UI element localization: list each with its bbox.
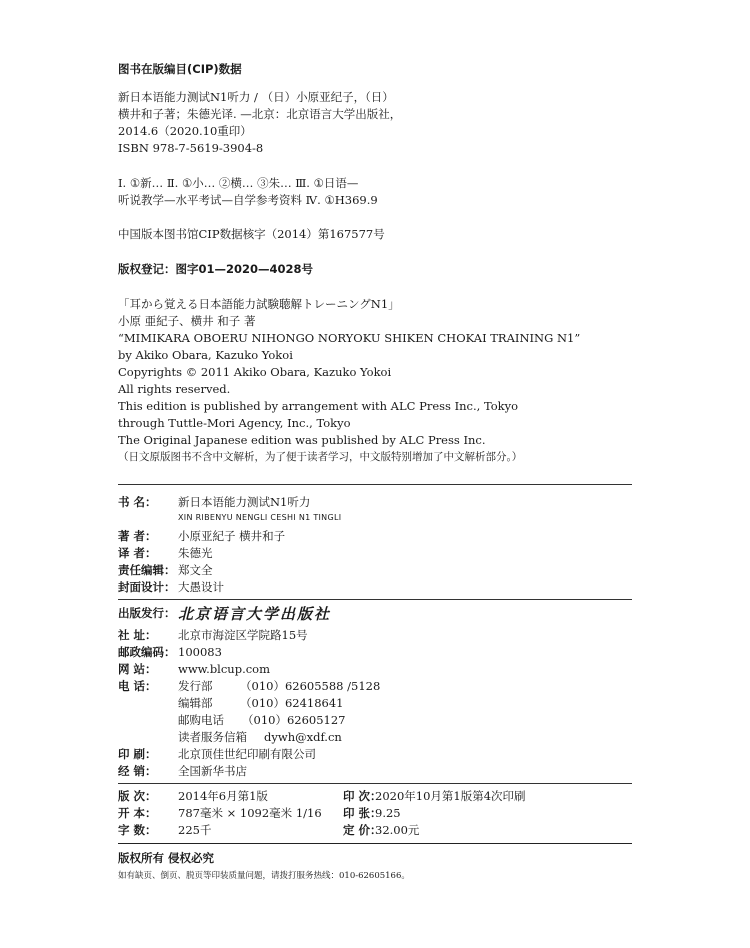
editor-label: 责任编辑： [118,563,176,577]
rights-reserved: 版权所有 侵权必究 [118,851,215,865]
author: 小原亚紀子 横井和子 [178,529,286,543]
author-label: 著 者： [118,529,157,543]
book-title: 新日本语能力测试N1听力 [178,495,311,509]
original-line: All rights reserved. [118,382,231,396]
price-label: 定 价： [343,823,382,837]
original-authors: 小原 亜紀子、横井 和子 著 [118,314,256,328]
phone-row [178,678,380,695]
sheets-label: 印 张： [343,806,382,820]
cover-design: 大愚设计 [178,580,224,594]
original-line: The Original Japanese edition was published by ALC Press Inc. [118,433,486,447]
publisher-logo: 北京语言大学出版社 [178,605,332,623]
phone-number: （010）62605127 [242,713,346,727]
phone-row [178,712,345,729]
phone-row [178,695,343,712]
impression: 2020年10月第1版第4次印刷 [375,789,526,803]
format: 787毫米 × 1092毫米 1/16 [178,806,322,820]
printer-label: 印 刷： [118,747,157,761]
address: 北京市海淀区学院路15号 [178,628,308,642]
phone-dept: 发行部 [178,679,213,693]
original-title: 「耳から覚える日本語能力試験聴解トレーニングN1」 [118,297,400,311]
website-label: 网 站： [118,662,157,676]
word-count-label: 字 数： [118,823,157,837]
phone-dept: 编辑部 [178,696,213,710]
original-note: （日文原版图书不含中文解析，为了便于读者学习，中文版特别增加了中文解析部分。） [118,451,523,463]
original-line: This edition is published by arrangement with ALC Press Inc., Tokyo [118,399,519,413]
editor: 郑文全 [178,563,213,577]
quality-notice: 如有缺页、倒页、脱页等印装质量问题，请拨打服务热线：010-62605166。 [118,871,410,881]
printer: 北京顶佳世纪印刷有限公司 [178,747,316,761]
distributor-label: 经 销： [118,764,157,778]
impression-label: 印 次： [343,789,382,803]
phone-dept: 读者服务信箱 [178,730,247,744]
copyright-registration: 版权登记：图字01—2020—4028号 [118,262,314,276]
divider [118,484,632,485]
original-line: “MIMIKARA OBOERU NIHONGO NORYOKU SHIKEN CHOKAI TRAINING N1” [118,331,581,345]
divider [118,599,632,600]
title-label: 书 名： [118,495,157,509]
divider [118,843,632,844]
cip-line: 横井和子著；朱德光译. —北京：北京语言大学出版社， [118,107,402,121]
cip-isbn: ISBN 978-7-5619-3904-8 [118,141,264,155]
phone-dept: 邮购电话 [178,713,224,727]
divider [118,783,632,784]
cip-line: 2014.6（2020.10重印） [118,124,252,138]
zip-label: 邮政编码： [118,645,176,659]
phone-row [178,729,342,746]
cip-line: 新日本语能力测试N1听力 / （日）小原亚纪子，（日） [118,90,394,104]
phone-label: 电 话： [118,679,157,693]
price: 32.00元 [375,823,420,837]
edition: 2014年6月第1版 [178,789,268,803]
publisher-label: 出版发行： [118,606,176,620]
original-line: Copyrights © 2011 Akiko Obara, Kazuko Yokoi [118,365,392,379]
original-line: through Tuttle-Mori Agency, Inc., Tokyo [118,416,351,430]
original-line: by Akiko Obara, Kazuko Yokoi [118,348,293,362]
sheets: 9.25 [375,806,401,820]
reader-email: dywh@xdf.cn [264,730,342,744]
distributor: 全国新华书店 [178,764,247,778]
cip-class-line: 听说教学—水平考试—自学参考资料 Ⅳ. ①H369.9 [118,193,378,207]
website: www.blcup.com [178,662,270,676]
cover-design-label: 封面设计： [118,580,176,594]
word-count: 225千 [178,823,212,837]
phone-number: （010）62605588 /5128 [240,679,381,693]
phone-number: （010）62418641 [240,696,344,710]
cip-class-line: Ⅰ. ①新… Ⅱ. ①小… ②横… ③朱… Ⅲ. ①日语— [118,176,359,190]
zip-code: 100083 [178,645,222,659]
translator-label: 译 者： [118,546,157,560]
translator: 朱德光 [178,546,213,560]
cip-number: 中国版本图书馆CIP数据核字（2014）第167577号 [118,227,385,241]
book-title-pinyin: XIN RIBENYU NENGLI CESHI N1 TINGLI [178,513,342,522]
cip-heading: 图书在版编目(CIP)数据 [118,62,242,76]
format-label: 开 本： [118,806,157,820]
edition-label: 版 次： [118,789,157,803]
address-label: 社 址： [118,628,157,642]
